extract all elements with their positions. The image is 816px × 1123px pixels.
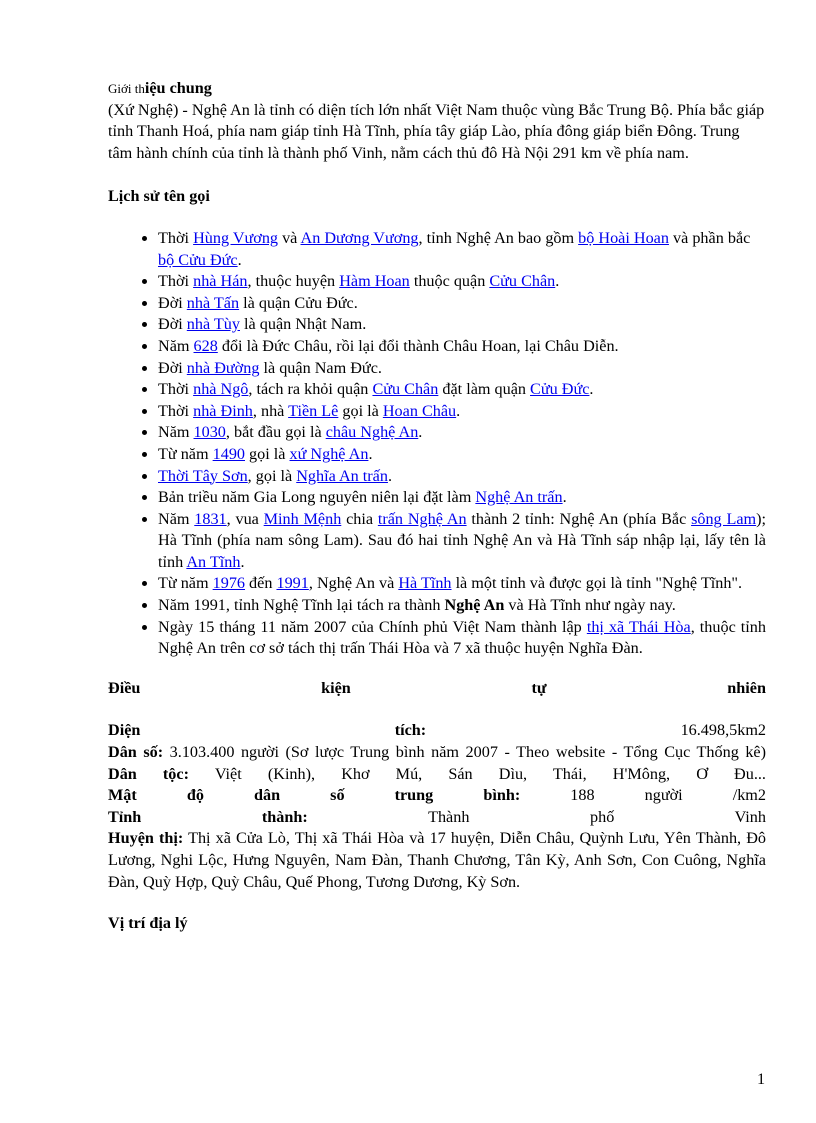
history-text: và xyxy=(278,228,301,247)
history-text: Từ năm xyxy=(158,444,213,463)
history-text: Thời xyxy=(158,401,194,420)
history-text: gọi là xyxy=(338,401,383,420)
history-link[interactable]: 1831 xyxy=(194,509,227,528)
history-heading: Lịch sử tên gọi xyxy=(108,187,210,206)
history-link[interactable]: Hàm Hoan xyxy=(339,272,410,291)
history-text: . xyxy=(240,552,245,571)
density-label: Mật độ dân số trung bình: xyxy=(108,786,521,805)
history-link[interactable]: Nghệ An trấn xyxy=(475,488,563,507)
history-link[interactable]: nhà Ngô xyxy=(193,380,249,399)
intro-heading-small: Giới th xyxy=(108,81,145,96)
history-text: Ngày 15 tháng 11 năm 2007 của Chính phủ Việt Nam thành lập xyxy=(158,617,587,636)
city-label: Tỉnh thành: xyxy=(108,807,308,826)
district-label: Huyện thị: xyxy=(108,829,184,848)
population-label: Dân số: xyxy=(108,743,164,762)
history-link[interactable]: nhà Đường xyxy=(186,358,260,377)
history-text: . xyxy=(555,272,560,291)
history-text: . xyxy=(418,423,423,442)
density-value: 188 người /km2 xyxy=(570,786,766,805)
history-text: Năm xyxy=(158,509,195,528)
area-row xyxy=(108,720,766,742)
history-text: , vua xyxy=(226,509,264,528)
history-item xyxy=(158,617,766,660)
history-item xyxy=(158,293,766,315)
nature-heading-word: nhiên xyxy=(727,678,766,697)
history-link[interactable]: trấn Nghệ An xyxy=(377,509,467,528)
history-item xyxy=(158,487,766,509)
history-text: , tỉnh Nghệ An bao gồm xyxy=(418,228,579,247)
density-row xyxy=(108,785,766,807)
history-text: gọi là xyxy=(245,444,290,463)
history-text: chia xyxy=(341,509,378,528)
history-text: , thuộc huyện xyxy=(247,272,340,291)
district-row xyxy=(108,828,766,893)
history-text: Bản triều năm Gia Long nguyên niên lại đặt làm xyxy=(158,488,476,507)
history-text: Thời xyxy=(158,228,194,247)
location-heading: Vị trí địa lý xyxy=(108,914,188,933)
history-text: thuộc quận xyxy=(409,272,490,291)
history-text: là quận Nhật Nam. xyxy=(240,315,367,334)
history-text: Thời xyxy=(158,272,194,291)
history-text: đến xyxy=(245,574,277,593)
history-link[interactable]: An Tĩnh xyxy=(186,552,241,571)
history-text: là quận Nam Đức. xyxy=(259,358,382,377)
history-link[interactable]: 1991 xyxy=(276,574,309,593)
history-link[interactable]: nhà Hán xyxy=(193,272,248,291)
history-text: . xyxy=(237,250,242,269)
area-label-word: tích: xyxy=(394,721,427,740)
history-item xyxy=(158,595,766,617)
area-value: 16.498,5km2 xyxy=(680,721,766,740)
nature-heading-word: tự xyxy=(531,678,547,697)
history-text: ); Hà Tĩnh (phía nam sông Lam). Sau đó hai tỉnh Nghệ An và Hà Tĩnh sáp nhập lại, lấy tên là tỉnh xyxy=(158,509,766,571)
history-link[interactable]: bộ Cửu Đức xyxy=(158,250,238,269)
page-number: 1 xyxy=(757,1070,766,1088)
history-link[interactable]: 628 xyxy=(193,336,218,355)
history-item xyxy=(158,509,766,574)
history-link[interactable]: Cửu Chân xyxy=(372,380,439,399)
history-text: Năm xyxy=(158,423,194,442)
history-item xyxy=(158,379,766,401)
population-row xyxy=(108,742,766,764)
history-text: , bắt đầu gọi là xyxy=(225,423,326,442)
nature-heading xyxy=(108,678,766,700)
history-text: . xyxy=(456,401,461,420)
history-text: và Hà Tĩnh như ngày nay. xyxy=(504,596,676,615)
district-value: Thị xã Cửa Lò, Thị xã Thái Hòa và 17 huyện, Diễn Châu, Quỳnh Lưu, Yên Thành, Đô Lương, Nghi Lộc, Hưng Nguyên, Nam Đàn, Thanh Chương, Tân Kỳ, Anh Sơn, Con Cuông, Nghĩa Đàn, Quỳ Hợp, Quỳ Châu, Quế Phong, Tương Dương, Kỳ Sơn. xyxy=(108,829,766,891)
history-link[interactable]: Thời Tây Sơn xyxy=(158,466,248,485)
history-text: . xyxy=(368,444,373,463)
history-bold-text: Nghệ An xyxy=(444,596,505,615)
history-item xyxy=(158,444,766,466)
intro-paragraph: (Xứ Nghệ) - Nghệ An là tỉnh có diện tích lớn nhất Việt Nam thuộc vùng Bắc Trung Bộ. Phía bắc giáp tỉnh Thanh Hoá, phía nam giáp tỉnh Hà Tĩnh, phía tây giáp Lào, phía đông giáp biển Đông. Trung tâm hành chính của tỉnh là thành phố Vinh, nằm cách thủ đô Hà Nội 291 km về phía nam. xyxy=(108,100,765,162)
history-link[interactable]: nhà Tùy xyxy=(186,315,240,334)
history-link[interactable]: Cửu Chân xyxy=(489,272,556,291)
document-page xyxy=(108,78,766,935)
history-link[interactable]: nhà Tấn xyxy=(186,293,240,312)
history-text: Đời xyxy=(158,293,187,312)
history-list xyxy=(108,228,766,660)
history-text: . xyxy=(387,466,392,485)
history-item xyxy=(158,422,766,444)
ethnic-label: Dân tộc: xyxy=(108,764,189,783)
history-link[interactable]: Hùng Vương xyxy=(193,228,279,247)
history-link[interactable]: 1030 xyxy=(193,423,226,442)
ethnic-row xyxy=(108,764,766,786)
history-item xyxy=(158,228,766,271)
history-item xyxy=(158,466,766,488)
history-item xyxy=(158,401,766,423)
history-text: . xyxy=(562,488,567,507)
history-link[interactable]: sông Lam xyxy=(691,509,757,528)
history-text: đặt làm quận xyxy=(438,380,531,399)
history-item xyxy=(158,573,766,595)
history-link[interactable]: 1976 xyxy=(212,574,245,593)
history-link[interactable]: châu Nghệ An xyxy=(325,423,419,442)
ethnic-value: Việt (Kinh), Khơ Mú, Sán Dìu, Thái, H'Mông, Ơ Đu... xyxy=(214,764,766,783)
history-text: , gọi là xyxy=(247,466,297,485)
city-value: Thành phố Vinh xyxy=(428,807,766,826)
history-text: là một tỉnh và được gọi là tỉnh "Nghệ Tĩnh". xyxy=(451,574,743,593)
history-link[interactable]: Tiền Lê xyxy=(288,401,339,420)
history-text: Thời xyxy=(158,380,194,399)
history-text: , thuộc tỉnh Nghệ An trên cơ sở tách thị trấn Thái Hòa và 7 xã thuộc huyện Nghĩa Đàn. xyxy=(158,617,766,658)
history-text: , nhà xyxy=(252,401,289,420)
history-text: Năm xyxy=(158,336,194,355)
history-text: thành 2 tỉnh: Nghệ An (phía Bắc xyxy=(466,509,692,528)
history-link[interactable]: Hà Tĩnh xyxy=(398,574,452,593)
nature-heading-word: kiện xyxy=(321,678,351,697)
history-link[interactable]: nhà Đinh xyxy=(193,401,253,420)
area-label-word: Diện xyxy=(108,721,141,740)
history-text: Từ năm xyxy=(158,574,213,593)
history-text: Năm 1991, tỉnh Nghệ Tĩnh lại tách ra thành xyxy=(158,596,445,615)
history-item xyxy=(158,314,766,336)
history-text: Đời xyxy=(158,315,187,334)
history-link[interactable]: Nghĩa An trấn xyxy=(296,466,388,485)
history-link[interactable]: Cửu Đức xyxy=(530,380,590,399)
history-link[interactable]: 1490 xyxy=(212,444,245,463)
history-link[interactable]: An Dương Vương xyxy=(300,228,419,247)
history-link[interactable]: xứ Nghệ An xyxy=(289,444,369,463)
history-item xyxy=(158,271,766,293)
intro-heading-bold: iệu chung xyxy=(144,79,212,97)
population-value: 3.103.400 người (Sơ lược Trung bình năm 2007 - Theo website - Tổng Cục Thống kê) xyxy=(169,743,767,762)
city-row xyxy=(108,807,766,829)
history-item xyxy=(158,336,766,358)
history-text: . xyxy=(589,380,594,399)
history-text: đổi là Đức Châu, rồi lại đổi thành Châu Hoan, lại Châu Diễn. xyxy=(217,336,619,355)
history-link[interactable]: Hoan Châu xyxy=(382,401,457,420)
history-text: và phần bắc xyxy=(668,228,751,247)
history-link[interactable]: Minh Mệnh xyxy=(263,509,342,528)
history-link[interactable]: bộ Hoài Hoan xyxy=(578,228,669,247)
history-text: , Nghệ An và xyxy=(308,574,399,593)
history-text: , tách ra khỏi quận xyxy=(248,380,373,399)
intro-heading xyxy=(108,78,766,100)
history-item xyxy=(158,358,766,380)
history-link[interactable]: thị xã Thái Hòa xyxy=(586,617,691,636)
history-text: Đời xyxy=(158,358,187,377)
history-text: là quận Cửu Đức. xyxy=(239,293,358,312)
nature-heading-word: Điều xyxy=(108,678,141,697)
nature-stats xyxy=(108,720,766,893)
